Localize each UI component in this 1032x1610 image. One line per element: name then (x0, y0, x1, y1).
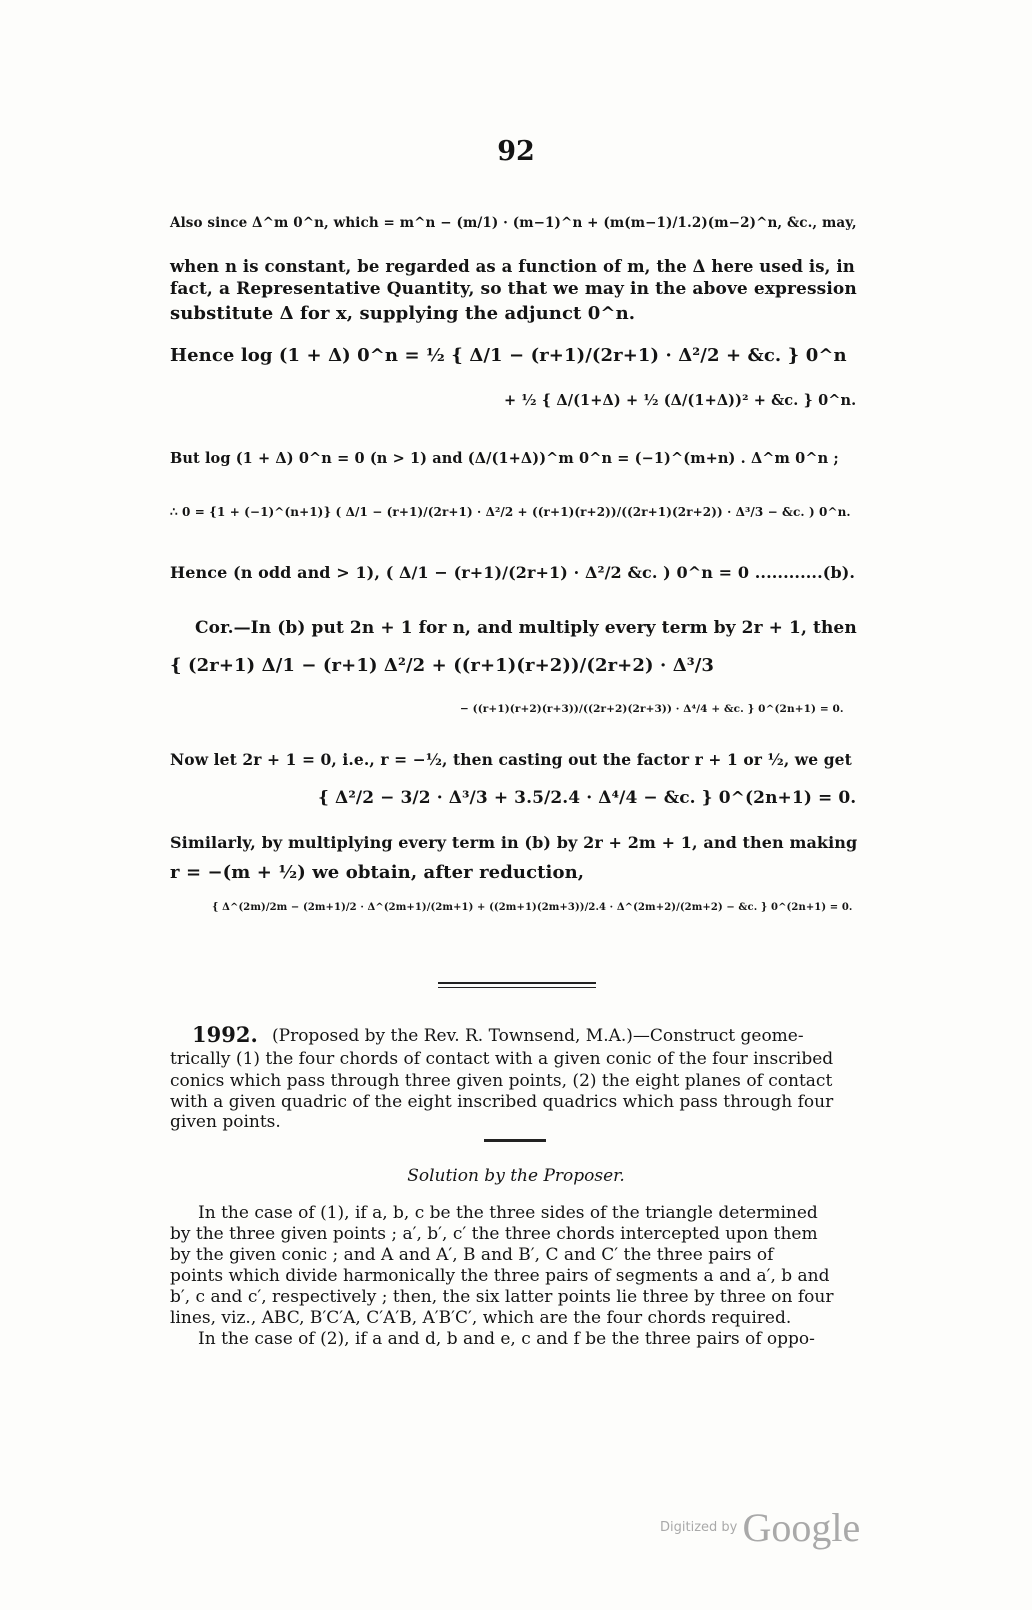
watermark-prefix: Digitized by (660, 1520, 738, 1535)
math-line: Hence log (1 + Δ) 0^n = ½ { Δ/1 − (r+1)/(2r+1) · Δ²/2 + &c. } 0^n (170, 345, 847, 366)
problem-line: (Proposed by the Rev. R. Townsend, M.A.)—Construct geome- (272, 1026, 804, 1046)
problem-number: 1992. (192, 1022, 258, 1047)
solution-line: In the case of (1), if a, b, c be the three sides of the triangle determined (198, 1203, 818, 1223)
math-line: ∴ 0 = {1 + (−1)^(n+1)} ( Δ/1 − (r+1)/(2r+1) · Δ²/2 + ((r+1)(r+2))/((2r+1)(2r+2)) · Δ³/3 − &c. ) 0^n. (170, 505, 851, 519)
solution-line: In the case of (2), if a and d, b and e, c and f be the three pairs of oppo- (198, 1329, 815, 1349)
math-line: But log (1 + Δ) 0^n = 0 (n > 1) and (Δ/(1+Δ))^m 0^n = (−1)^(m+n) . Δ^m 0^n ; (170, 450, 839, 467)
math-line: { (2r+1) Δ/1 − (r+1) Δ²/2 + ((r+1)(r+2))/(2r+2) · Δ³/3 (170, 655, 715, 676)
solution-line: points which divide harmonically the three pairs of segments a and a′, b and (170, 1266, 830, 1286)
math-line: fact, a Representative Quantity, so that we may in the above expression (170, 279, 857, 299)
section-divider (438, 982, 596, 984)
math-line: + ½ { Δ/(1+Δ) + ½ (Δ/(1+Δ))² + &c. } 0^n. (504, 392, 857, 409)
math-line: Cor.—In (b) put 2n + 1 for n, and multiply every term by 2r + 1, then (195, 618, 857, 638)
page-number: 92 (497, 136, 535, 167)
math-line: Similarly, by multiplying every term in (b) by 2r + 2m + 1, and then making (170, 833, 858, 852)
math-line: Hence (n odd and > 1), ( Δ/1 − (r+1)/(2r+1) · Δ²/2 &c. ) 0^n = 0 ............(b). (170, 563, 856, 582)
solution-line: lines, viz., ABC, B′C′A, C′A′B, A′B′C′, which are the four chords required. (170, 1308, 792, 1328)
watermark-logo: Google (742, 1505, 861, 1550)
math-line: substitute Δ for x, supplying the adjunct 0^n. (170, 303, 636, 324)
solution-line: by the given conic ; and A and A′, B and B′, C and C′ the three pairs of (170, 1245, 774, 1265)
math-line: when n is constant, be regarded as a function of m, the Δ here used is, in (170, 257, 855, 276)
math-line: Also since Δ^m 0^n, which = m^n − (m/1) · (m−1)^n + (m(m−1)/1.2)(m−2)^n, &c., may, (170, 215, 857, 231)
problem-line: trically (1) the four chords of contact with a given conic of the four inscribed (170, 1049, 834, 1069)
problem-line: conics which pass through three given points, (2) the eight planes of contact (170, 1071, 833, 1091)
math-line: { Δ²/2 − 3/2 · Δ³/3 + 3.5/2.4 · Δ⁴/4 − &c. } 0^(2n+1) = 0. (318, 788, 857, 808)
math-line: r = −(m + ½) we obtain, after reduction, (170, 862, 585, 883)
math-line: Now let 2r + 1 = 0, i.e., r = −½, then casting out the factor r + 1 or ½, we get (170, 750, 852, 769)
math-line: − ((r+1)(r+2)(r+3))/((2r+2)(2r+3)) · Δ⁴/4 + &c. } 0^(2n+1) = 0. (460, 703, 844, 715)
solution-title: Solution by the Proposer. (407, 1166, 625, 1186)
section-divider-lower (438, 987, 596, 988)
short-divider (484, 1139, 546, 1142)
math-line: { Δ^(2m)/2m − (2m+1)/2 · Δ^(2m+1)/(2m+1) + ((2m+1)(2m+3))/2.4 · Δ^(2m+2)/(2m+2) − &c. } 0^(2n+1) = 0. (212, 902, 853, 913)
problem-line: with a given quadric of the eight inscribed quadrics which pass through four (170, 1092, 834, 1112)
solution-line: b′, c and c′, respectively ; then, the six latter points lie three by three on four (170, 1287, 834, 1307)
digitized-watermark (660, 1504, 860, 1551)
problem-line: given points. (170, 1112, 281, 1132)
solution-line: by the three given points ; a′, b′, c′ the three chords intercepted upon them (170, 1224, 818, 1244)
